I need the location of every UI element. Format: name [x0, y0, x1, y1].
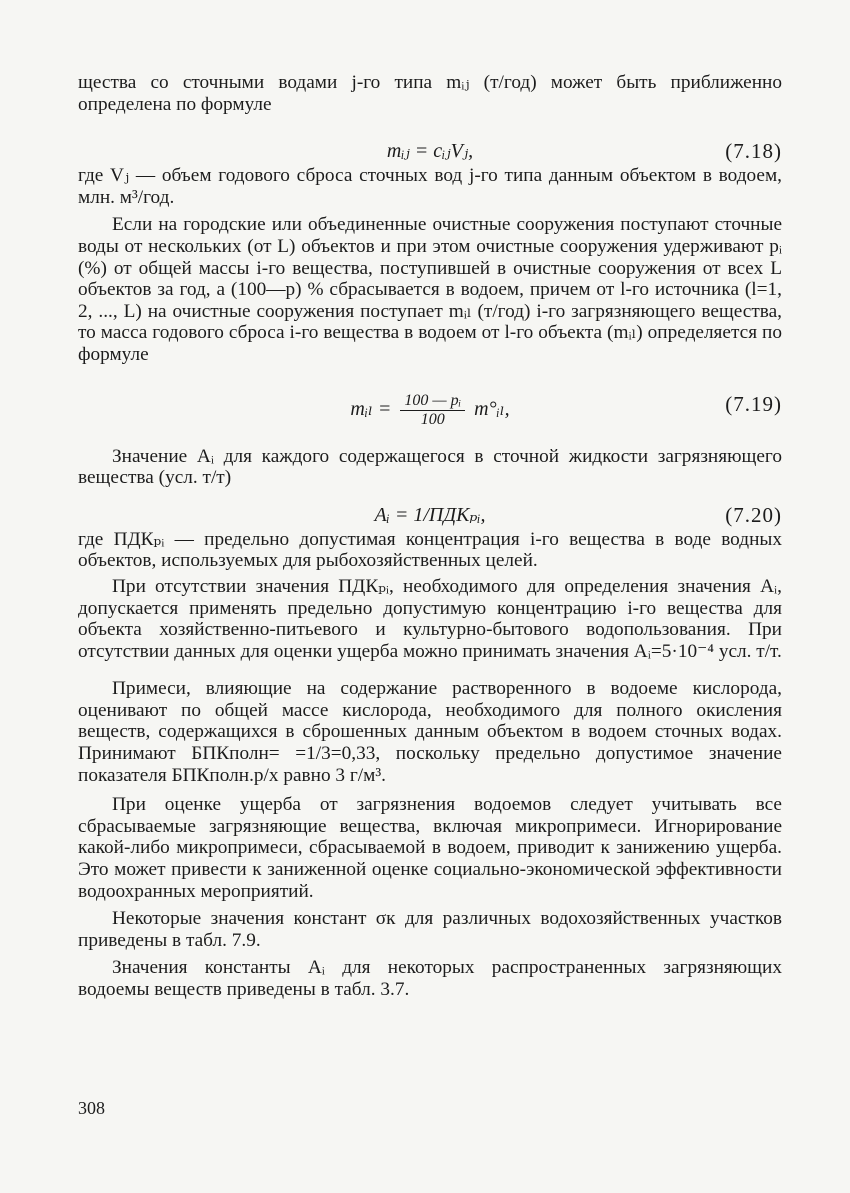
paragraph-7: Примеси, влияющие на содержание растворенного в водоеме кислорода, оценивают по общей массе кислорода, необходимого для полного окисления веществ, содержащихся в сброшенных данным объектом в водоем сточных водах. Принимают БПКполн= =1/3=0,33, поскольку предельно допустимое значение показателя БПКполн.р/х равно 3 г/м³. [78, 678, 782, 786]
paragraph-2: где Vⱼ — объем годового сброса сточных вод j-го типа данным объектом в водоем, млн. м³/год. [78, 165, 782, 208]
page-number: 308 [78, 1098, 105, 1118]
formula-7-19-numerator: 100 — pᵢ [400, 392, 465, 411]
formula-7-19 [78, 380, 782, 430]
formula-7-19-lhs: mᵢₗ = [350, 397, 392, 420]
paragraph-6: При отсутствии значения ПДКₚᵢ, необходимого для определения значения Aᵢ, допускается применять предельно допустимую концентрацию i-го вещества для объекта хозяйственно-питьевого и культурно-бытового водопользования. При отсутствии данных для оценки ущерба можно принимать значения Aᵢ=5·10⁻⁴ усл. т/т. [78, 575, 782, 662]
paragraph-9: Некоторые значения констант σк для различных водохозяйственных участков приведены в табл. 7.9. [78, 908, 782, 951]
formula-7-19-rhs: m°ᵢₗ, [474, 397, 510, 420]
formula-7-18-number: (7.18) [725, 139, 782, 164]
formula-7-19-expression [78, 392, 782, 429]
formula-7-20-number: (7.20) [725, 502, 782, 527]
paragraph-10: Значения константы Aᵢ для некоторых распространенных загрязняющих водоемы веществ приведены в табл. 3.7. [78, 957, 782, 1000]
paragraph-8: При оценке ущерба от загрязнения водоемов следует учитывать все сбрасываемые загрязняющие вещества, включая микропримеси. Игнорирование какой-либо микропримеси, сбрасываемой в водоем, приводит к занижению ущерба. Это может привести к заниженной оценке социально-экономической эффективности водоохранных мероприятий. [78, 794, 782, 902]
formula-7-19-denominator: 100 [420, 410, 445, 428]
paragraph-5: где ПДКₚᵢ — предельно допустимая концентрация i-го вещества в воде водных объектов, используемых для рыбохозяйственных целей. [78, 528, 782, 572]
formula-7-20 [78, 503, 782, 529]
formula-7-19-fraction [400, 392, 465, 429]
formula-7-19-number: (7.19) [725, 391, 782, 416]
paragraph-4: Значение Aᵢ для каждого содержащегося в сточной жидкости загрязняющего вещества (усл. т/т) [78, 445, 782, 489]
formula-7-18 [78, 139, 782, 165]
formula-7-18-expression: mᵢⱼ = cᵢⱼVⱼ, [386, 140, 474, 163]
paragraph-1: щества со сточными водами j-го типа mᵢⱼ (т/год) может быть приближенно определена по формуле [78, 72, 782, 115]
paragraph-3: Если на городские или объединенные очистные сооружения поступают сточные воды от нескольких (от L) объектов и при этом очистные сооружения удерживают pᵢ (%) от общей массы i-го вещества, поступившей в очистные сооружения от всех L объектов за год, а (100—p) % сбрасывается в водоем, причем от l-го источника (l=1, 2, ..., L) на очистные сооружения поступает mᵢₗ (т/год) i-го загрязняющего вещества, то масса годового сброса i-го вещества в водоем от l-го объекта (mᵢₗ) определяется по формуле [78, 214, 782, 365]
formula-7-20-expression: Aᵢ = 1/ПДКₚᵢ, [374, 503, 486, 526]
page-content [78, 72, 782, 1001]
